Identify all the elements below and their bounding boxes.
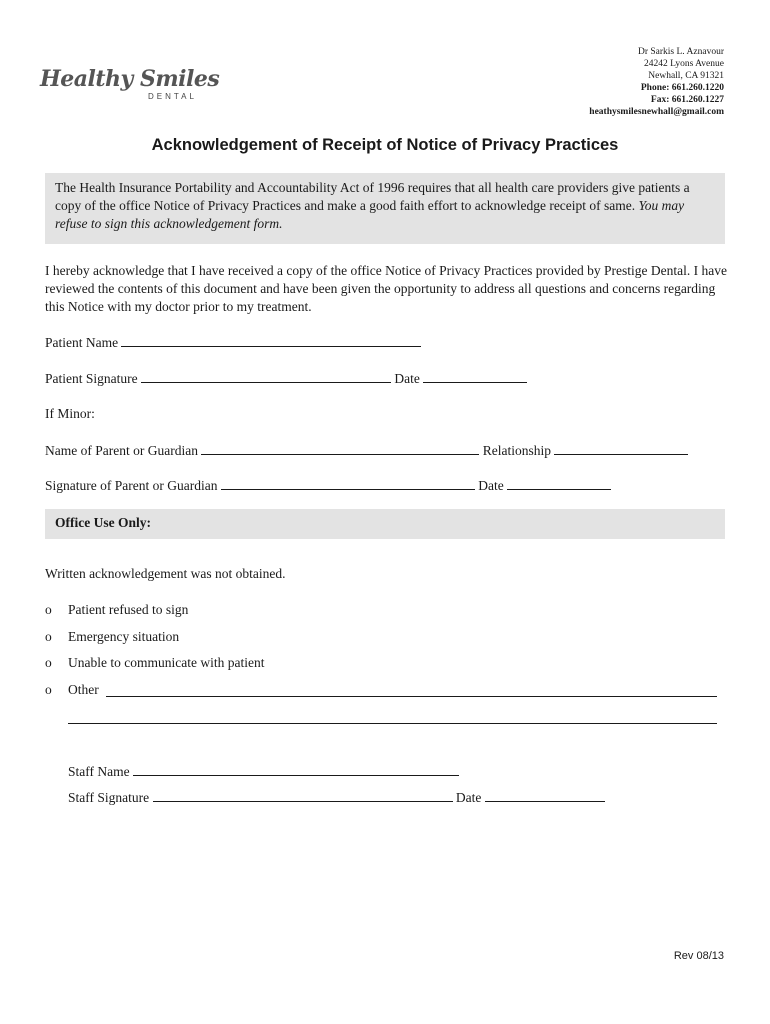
relationship-field[interactable] xyxy=(554,442,688,455)
option-label: Other xyxy=(68,682,99,697)
city-address: Newhall, CA 91321 xyxy=(648,71,724,81)
revision-label: Rev 08/13 xyxy=(673,950,724,962)
other-field[interactable] xyxy=(106,684,717,697)
notice-paragraph xyxy=(45,173,725,233)
parent-date-field[interactable] xyxy=(507,477,611,490)
option-emergency[interactable] xyxy=(45,629,180,645)
option-label: Unable to communicate with patient xyxy=(68,655,265,670)
checkbox-bullet-icon: o xyxy=(45,682,52,697)
relationship-label: Relationship xyxy=(482,443,551,458)
staff-signature-field[interactable] xyxy=(153,789,453,802)
staff-date-field[interactable] xyxy=(485,789,605,802)
staff-name-row xyxy=(68,763,459,780)
patient-name-label: Patient Name xyxy=(45,335,119,350)
checkbox-bullet-icon: o xyxy=(45,602,52,617)
address-block xyxy=(589,46,724,118)
staff-date-label: Date xyxy=(455,790,482,805)
street-address: 24242 Lyons Avenue xyxy=(643,59,724,69)
notice-italic-text: You may refuse to sign this acknowledgement form. xyxy=(55,198,685,231)
email-address: heathysmilesnewhall@gmail.com xyxy=(589,107,724,117)
notice-text: The Health Insurance Portability and Accountability Act of 1996 requires that all health care providers give patients a copy of the office Notice of Privacy Practices and make a good faith effort to acknowledge receipt of same. xyxy=(55,180,690,213)
patient-date-field[interactable] xyxy=(423,370,527,383)
notice-box xyxy=(45,173,725,244)
other-continuation-line[interactable] xyxy=(68,723,717,724)
logo-script-text: Healthy Smiles xyxy=(40,66,220,92)
doctor-name: Dr Sarkis L. Aznavour xyxy=(637,47,724,57)
patient-name-row xyxy=(45,334,421,351)
parent-name-label: Name of Parent or Guardian xyxy=(45,443,198,458)
parent-name-row xyxy=(45,442,688,459)
option-other[interactable] xyxy=(45,682,720,698)
parent-date-label: Date xyxy=(478,478,504,493)
checkbox-bullet-icon: o xyxy=(45,655,52,670)
parent-signature-field[interactable] xyxy=(221,477,475,490)
page-title: Acknowledgement of Receipt of Notice of Privacy Practices xyxy=(151,136,619,154)
option-unable-communicate[interactable] xyxy=(45,655,265,671)
acknowledgement-paragraph: I hereby acknowledge that I have received a copy of the office Notice of Privacy Practices provided by Prestige Dental. I have reviewed the contents of this document and have been given the opportunity to address all questions and concerns regarding this Notice with my doctor prior to my treatment. xyxy=(45,263,727,314)
patient-date-label: Date xyxy=(394,371,420,386)
if-minor-label: If Minor: xyxy=(45,406,95,421)
office-use-header xyxy=(45,509,725,539)
phone-number: Phone: 661.260.1220 xyxy=(640,83,724,93)
staff-name-label: Staff Name xyxy=(68,764,130,779)
patient-signature-field[interactable] xyxy=(141,370,391,383)
option-label: Emergency situation xyxy=(68,629,180,644)
fax-number: Fax: 661.260.1227 xyxy=(650,95,724,105)
option-label: Patient refused to sign xyxy=(68,602,189,617)
practice-logo xyxy=(40,66,220,106)
staff-signature-label: Staff Signature xyxy=(68,790,150,805)
staff-name-field[interactable] xyxy=(133,763,459,776)
patient-signature-row xyxy=(45,370,527,387)
logo-sub-text: DENTAL xyxy=(148,92,197,101)
not-obtained-text: Written acknowledgement was not obtained. xyxy=(45,566,286,581)
option-patient-refused[interactable] xyxy=(45,602,189,618)
checkbox-bullet-icon: o xyxy=(45,629,52,644)
patient-signature-label: Patient Signature xyxy=(45,371,138,386)
patient-name-field[interactable] xyxy=(121,334,421,347)
office-use-heading: Office Use Only: xyxy=(55,515,151,530)
parent-signature-label: Signature of Parent or Guardian xyxy=(45,478,218,493)
parent-name-field[interactable] xyxy=(201,442,479,455)
staff-signature-row xyxy=(68,789,605,806)
parent-signature-row xyxy=(45,477,611,494)
